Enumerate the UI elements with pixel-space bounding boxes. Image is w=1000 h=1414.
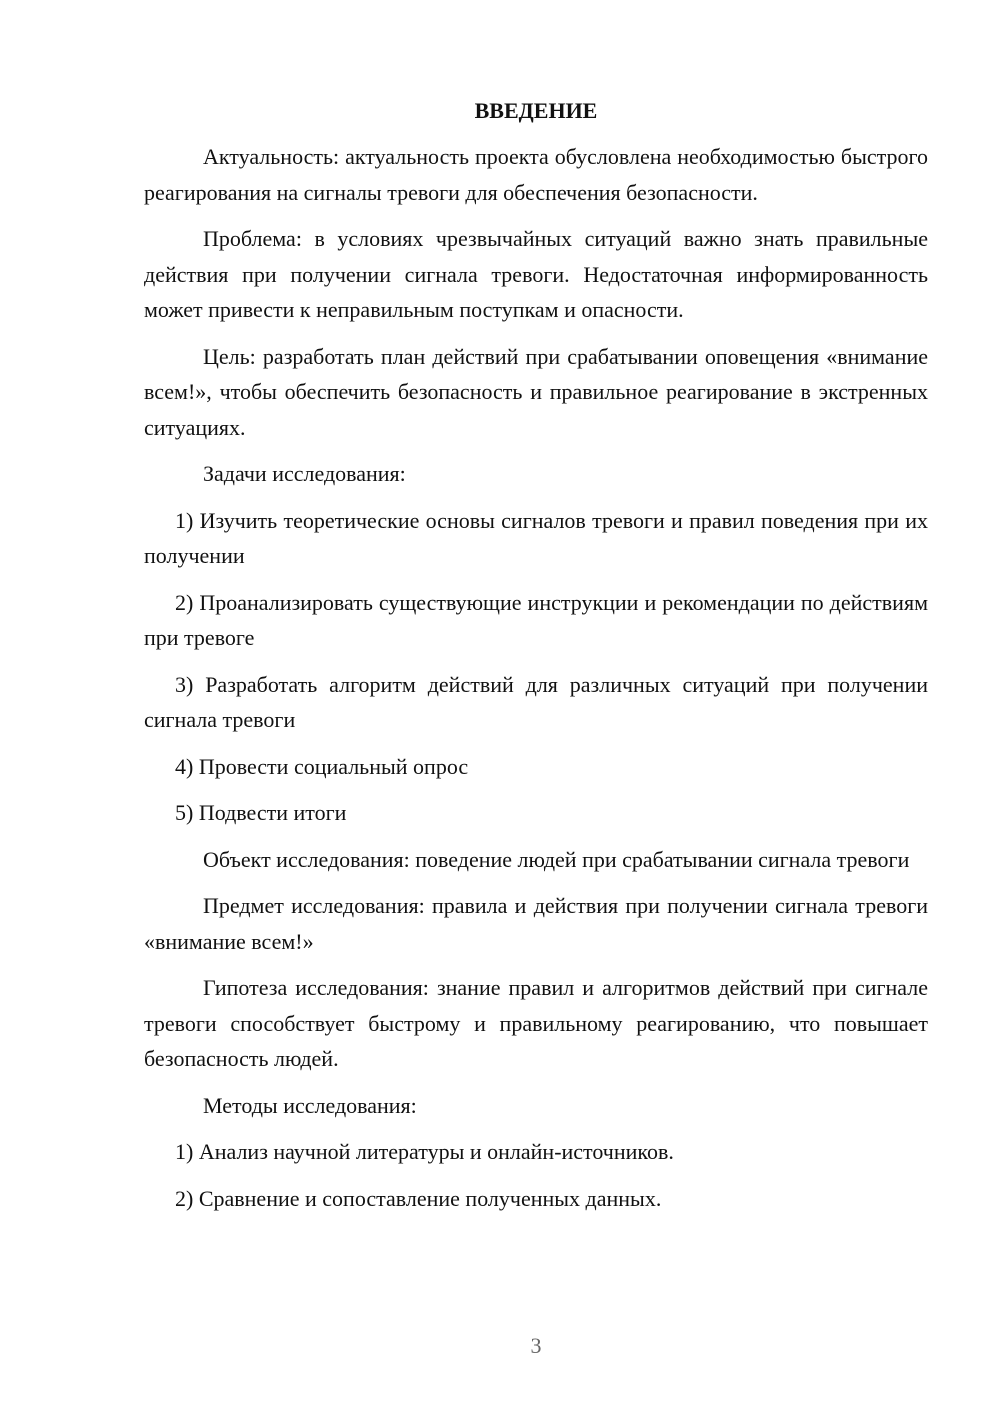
list-item-task-4: 4) Провести социальный опрос bbox=[175, 753, 469, 779]
section-title: ВВЕДЕНИЕ bbox=[474, 98, 598, 123]
paragraph-object: Объект исследования: поведение людей при срабатывании сигнала тревоги bbox=[203, 846, 910, 872]
list-item-task-3: 3) Разработать алгоритм действий для различных ситуаций при получении сигнала тревоги bbox=[144, 671, 928, 732]
list-item-method-2: 2) Сравнение и сопоставление полученных данных. bbox=[175, 1185, 662, 1211]
paragraph-goal: Цель: разработать план действий при срабатывании оповещения «внимание всем!», чтобы обеспечить безопасность и правильное реагирование в экстренных ситуациях. bbox=[144, 343, 928, 440]
list-item-task-2: 2) Проанализировать существующие инструкции и рекомендации по действиям при тревоге bbox=[144, 589, 928, 650]
list-item-task-5: 5) Подвести итоги bbox=[175, 800, 347, 825]
page-number: 3 bbox=[530, 1333, 542, 1358]
paragraph-methods-heading: Методы исследования: bbox=[203, 1092, 417, 1118]
list-item-task-1: 1) Изучить теоретические основы сигналов тревоги и правил поведения при их получении bbox=[144, 507, 928, 568]
page-content bbox=[144, 93, 928, 1227]
list-item-method-1: 1) Анализ научной литературы и онлайн-источников. bbox=[175, 1139, 674, 1164]
paragraph-problem: Проблема: в условиях чрезвычайных ситуаций важно знать правильные действия при получении сигнала тревоги. Недостаточная информированность может привести к неправильным поступкам и опасности. bbox=[144, 226, 928, 322]
paragraph-subject: Предмет исследования: правила и действия при получении сигнала тревоги «внимание всем!» bbox=[144, 893, 928, 954]
paragraph-tasks-heading: Задачи исследования: bbox=[203, 461, 406, 486]
paragraph-relevance: Актуальность: актуальность проекта обусловлена необходимостью быстрого реагирования на сигналы тревоги для обеспечения безопасности. bbox=[144, 144, 928, 205]
paragraph-hypothesis: Гипотеза исследования: знание правил и алгоритмов действий при сигнале тревоги способствует быстрому и правильному реагированию, что повышает безопасность людей. bbox=[144, 975, 928, 1071]
